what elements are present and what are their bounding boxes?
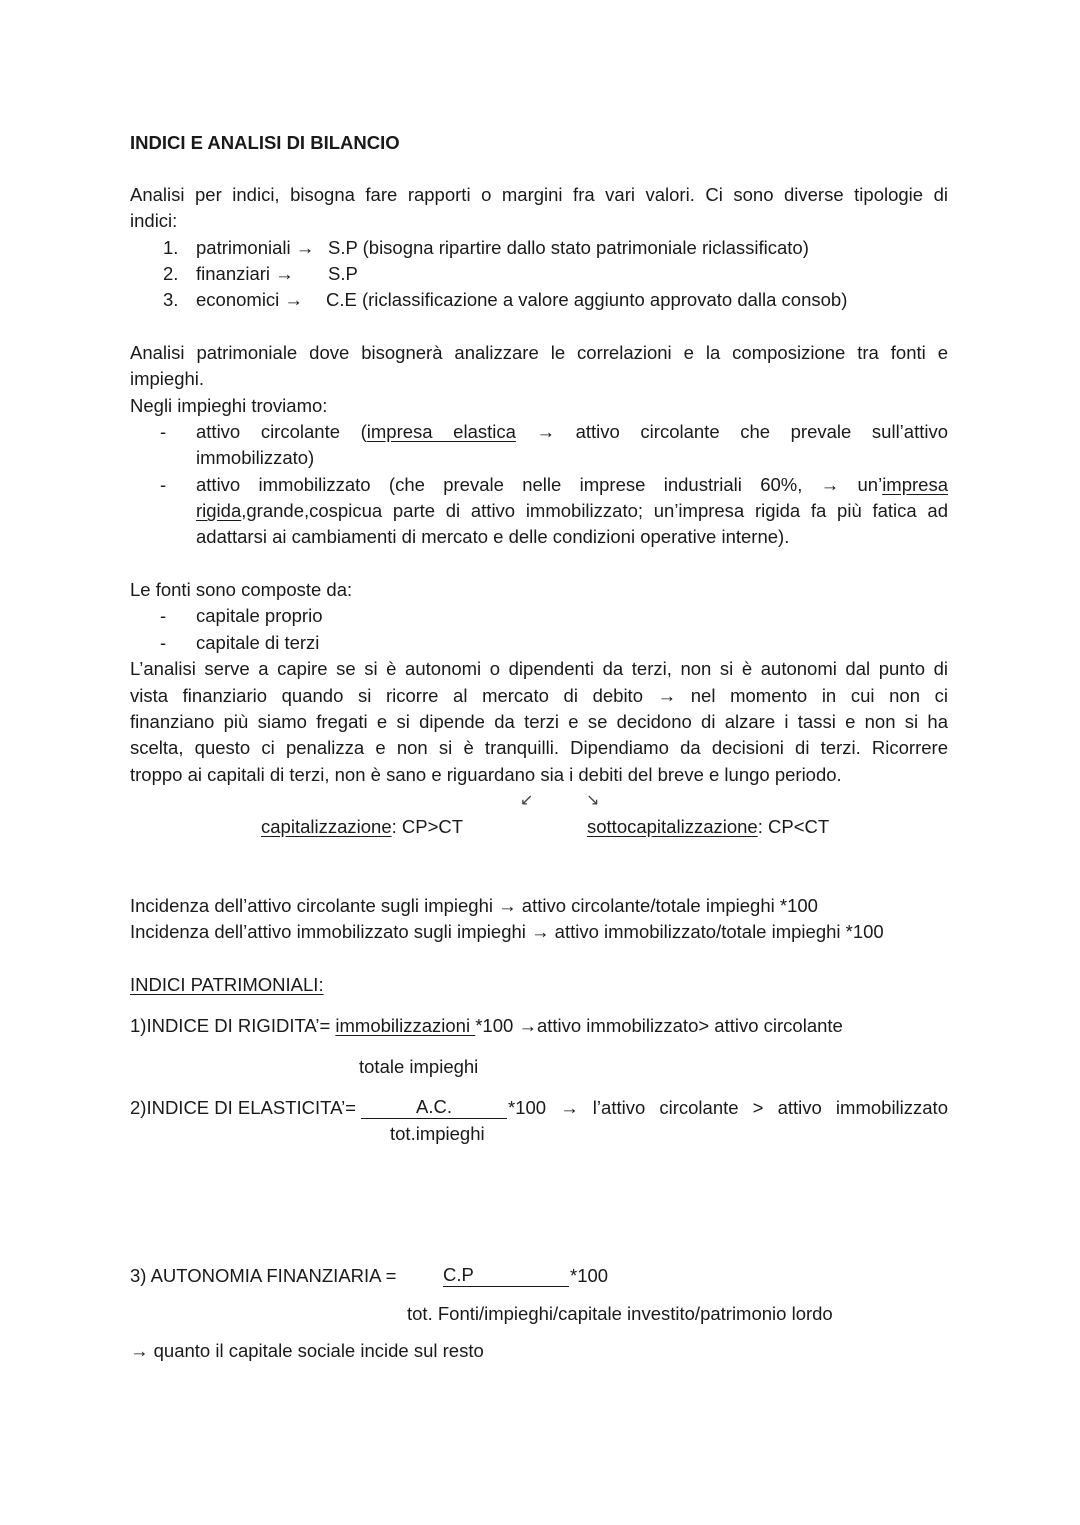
intro-line-1: Analisi per indici, bisogna fare rapporti o margini fra vari valori. Ci sono diverse tipologie di [130, 184, 948, 205]
list-item-label: finanziari → [196, 263, 294, 284]
list-number: 1. [163, 237, 179, 258]
list-item-value: C.E (riclassificazione a valore aggiunto approvato dalla consob) [326, 289, 848, 310]
fonti-paragraph-line: L’analisi serve a capire se si è autonomi o dipendenti da terzi, non si è autonomi dal punto di [130, 658, 948, 679]
bullet-dash: - [160, 605, 167, 626]
bullet-text: → attivo circolante che prevale sull’attivo [515, 421, 949, 442]
analisi-line-2: impieghi. [130, 368, 205, 389]
bullet-dash: - [160, 421, 167, 442]
bullet-text: attivo circolante ( [196, 421, 367, 442]
indice-result: *100 →attivo immobilizzato> attivo circolante [475, 1015, 843, 1036]
bullet-dash: - [160, 474, 167, 495]
impresa-rigida-term: rigida [196, 500, 242, 521]
fonti-paragraph-line: finanziano più siamo fregati e si dipende da terzi e se decidono di alzare i tassi e non si ha [130, 711, 948, 732]
indice-label: 1)INDICE DI RIGIDITA’= [130, 1015, 336, 1036]
bullet-attivo-circolante [196, 420, 948, 444]
bullet-dash: - [160, 632, 167, 653]
intro-line-2: indici: [130, 210, 178, 231]
fraction-denominator: totale impieghi [359, 1056, 479, 1077]
capitalizzazione-term: capitalizzazione [261, 816, 392, 837]
autonomia-note: → quanto il capitale sociale incide sul resto [130, 1340, 484, 1361]
fraction-numerator: A.C. [361, 1096, 507, 1119]
fraction-denominator: tot.impieghi [390, 1123, 485, 1144]
indice-rigidita [130, 1014, 843, 1038]
fonti-intro: Le fonti sono composte da: [130, 579, 353, 600]
incidenza-immobilizzato: Incidenza dell’attivo immobilizzato sugli impieghi → attivo immobilizzato/totale impieghi *100 [130, 921, 884, 942]
list-number: 3. [163, 289, 179, 310]
list-item-value: S.P (bisogna ripartire dallo stato patrimoniale riclassificato) [328, 237, 809, 258]
impieghi-intro: Negli impieghi troviamo: [130, 395, 328, 416]
fonti-paragraph-line: vista finanziario quando si ricorre al mercato di debito → nel momento in cui non ci [130, 685, 948, 706]
sottocapitalizzazione [587, 815, 829, 839]
autonomia-label: 3) AUTONOMIA FINANZIARIA = [130, 1265, 397, 1286]
bullet-text: ,grande,cospicua parte di attivo immobilizzato; un’impresa rigida fa più fatica ad [241, 500, 948, 521]
fraction-numerator: C.P [443, 1264, 569, 1287]
capitalizzazione-formula: : CP>CT [391, 816, 464, 837]
capitalizzazione [261, 815, 463, 839]
fonti-item: capitale di terzi [196, 632, 320, 653]
fonti-item: capitale proprio [196, 605, 323, 626]
analisi-line-1: Analisi patrimoniale dove bisognerà analizzare le correlazioni e la composizione tra fonti e [130, 342, 948, 363]
arrow-down-left-icon: ↙ [520, 792, 534, 809]
sottocapitalizzazione-formula: : CP<CT [757, 816, 830, 837]
list-item-label: patrimoniali → [196, 237, 315, 258]
impresa-elastica-term: impresa elastica [366, 421, 516, 442]
fonti-paragraph-line: troppo ai capitali di terzi, non è sano e riguardano sia i debiti del breve e lungo periodo. [130, 764, 842, 785]
indice-result: *100 [570, 1265, 609, 1286]
impresa-rigida-term: impresa [882, 474, 948, 495]
indice-result: *100 → l’attivo circolante > attivo immobilizzato [508, 1097, 948, 1118]
bullet-continuation: adattarsi ai cambiamenti di mercato e delle condizioni operative interne). [196, 526, 790, 547]
bullet-continuation: immobilizzato) [196, 447, 315, 468]
arrow-down-right-icon: ↘ [586, 792, 600, 809]
list-item-value: S.P [328, 263, 358, 284]
bullet-attivo-immobilizzato [196, 473, 948, 497]
page-title: INDICI E ANALISI DI BILANCIO [130, 132, 400, 153]
fraction-numerator: immobilizzazioni [335, 1015, 476, 1036]
list-item-label: economici → [196, 289, 303, 310]
fonti-paragraph-line: scelta, questo ci penalizza e non si è tranquilli. Dipendiamo da decisioni di terzi. Ricorrere [130, 737, 948, 758]
bullet-text: attivo immobilizzato (che prevale nelle imprese industriali 60%, → un’ [196, 474, 883, 495]
fraction-denominator: tot. Fonti/impieghi/capitale investito/patrimonio lordo [407, 1303, 833, 1324]
indice-elasticita-label: 2)INDICE DI ELASTICITA’= [130, 1097, 356, 1118]
sottocapitalizzazione-term: sottocapitalizzazione [587, 816, 758, 837]
bullet-continuation [196, 499, 948, 523]
indici-heading: INDICI PATRIMONIALI: [130, 974, 324, 995]
list-number: 2. [163, 263, 179, 284]
incidenza-circolante: Incidenza dell’attivo circolante sugli impieghi → attivo circolante/totale impieghi *100 [130, 895, 818, 916]
